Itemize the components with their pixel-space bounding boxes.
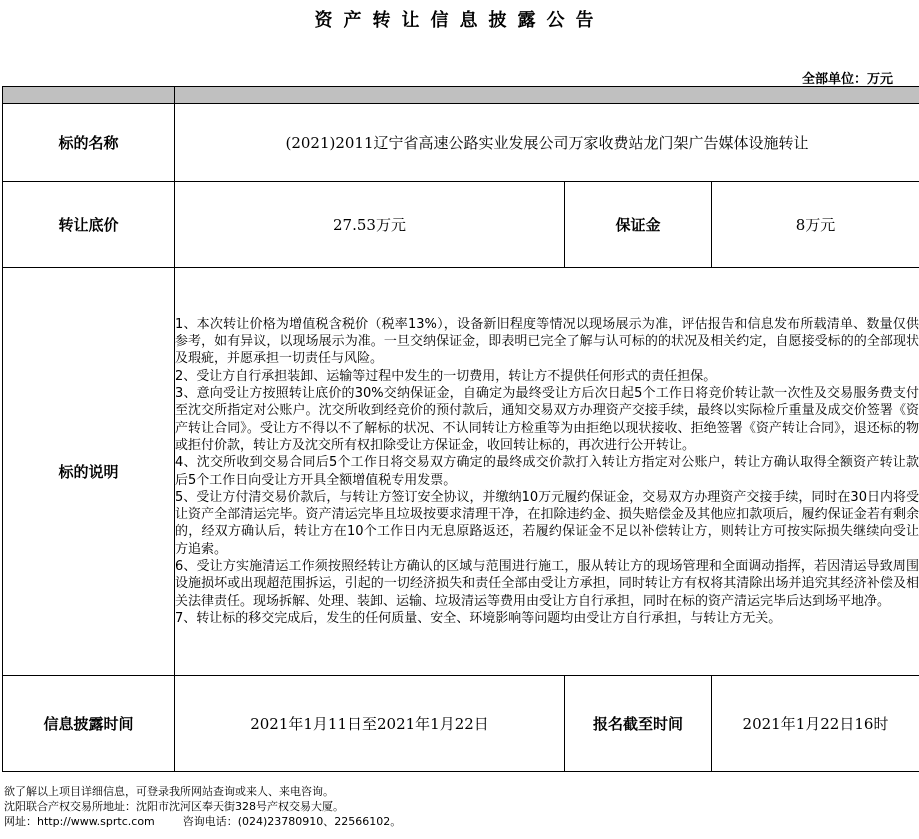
unit-note: 全部单位：万元 <box>801 72 893 87</box>
price-row <box>3 182 919 268</box>
price-value: 27.53万元 <box>175 182 565 268</box>
footer-line-inquiry: 欲了解以上项目详细信息，可登录我所网站查询或来人、来电咨询。 <box>4 785 334 798</box>
announcement-table <box>2 86 919 772</box>
name-label: 标的名称 <box>3 104 175 182</box>
deposit-label: 保证金 <box>565 182 712 268</box>
description-item-6: 6、受让方实施清运工作须按照经转让方确认的区域与范围进行施工，服从转让方的现场管理和全面调动指挥，若因清运导致周围设施损坏或出现超范围拆运，引起的一切经济损失和责任全部由受让方承担，同时转让方有权将其清除出场并追究其经济补偿及相关法律责任。现场拆解、处理、装卸、运输、垃圾清运等费用由受让方自行承担，同时在标的资产清运完毕后达到场平地净。 <box>175 558 919 609</box>
disclosure-row <box>3 676 919 772</box>
disclosure-label: 信息披露时间 <box>3 676 175 772</box>
footer-line-address: 沈阳联合产权交易所地址：沈阳市沈河区奉天街328号产权交易大厦。 <box>4 800 344 813</box>
description-item-1: 1、本次转让价格为增值税含税价（税率13%），设备新旧程度等情况以现场展示为准，评估报告和信息发布所载清单、数量仅供参考，如有异议，以现场展示为准。一旦交纳保证金，即表明已完全了解与认可标的的状况及相关约定，自愿接受标的的全部现状及瑕疵，并愿承担一切责任与风险。 <box>175 316 919 367</box>
description-cell <box>175 268 919 676</box>
deadline-label: 报名截至时间 <box>565 676 712 772</box>
description-label: 标的说明 <box>3 268 175 676</box>
name-value: (2021)2011辽宁省高速公路实业发展公司万家收费站龙门架广告媒体设施转让 <box>175 104 919 182</box>
header-bar-row <box>3 87 919 104</box>
page-title: 资产转让信息披露公告 <box>314 10 605 31</box>
header-bar-cell <box>175 87 919 104</box>
description-item-2: 2、受让方自行承担装卸、运输等过程中发生的一切费用，转让方不提供任何形式的责任担保。 <box>175 368 717 384</box>
deadline-value: 2021年1月22日16时 <box>712 676 919 772</box>
deposit-value: 8万元 <box>712 182 919 268</box>
description-item-7: 7、转让标的移交完成后，发生的任何质量、安全、环境影响等问题均由受让方自行承担，与转让方无关。 <box>175 610 782 626</box>
description-item-5: 5、受让方付清交易价款后，与转让方签订安全协议，并缴纳10万元履约保证金，交易双方办理资产交接手续，同时在30日内将受让资产全部清运完毕。资产清运完毕且垃圾按要求清理干净，在扣除违约金、损失赔偿金及其他应扣款项后，履约保证金若有剩余的，经双方确认后，转让方在10个工作日内无息原路返还，若履约保证金不足以补偿转让方，则转让方可按实际损失继续向受让方追索。 <box>175 489 919 557</box>
footer-notes <box>4 784 401 829</box>
description-item-3: 3、意向受让方按照转让底价的30%交纳保证金，自确定为最终受让方后次日起5个工作日将竞价转让款一次性及交易服务费支付至沈交所指定对公账户。沈交所收到经竞价的预付款后，通知交易双方办理资产交接手续，最终以实际检斤重量及成交价签署《资产转让合同》。受让方不得以不了解标的状况、不认同转让方检重等为由拒绝以现状接收、拒绝签署《资产转让合同》，退还标的物或拒付价款，转让方及沈交所有权扣除受让方保证金，收回转让标的，再次进行公开转让。 <box>175 386 919 453</box>
disclosure-value: 2021年1月11日至2021年1月22日 <box>175 676 565 772</box>
header-bar-cell <box>3 87 175 104</box>
name-row <box>3 104 919 182</box>
description-row <box>3 268 919 676</box>
description-item-4: 4、沈交所收到交易合同后5个工作日将交易双方确定的最终成交价款打入转让方指定对公账户，转让方确认取得全额资产转让款后5个工作日向受让方开具全额增值税专用发票。 <box>175 455 919 488</box>
footer-line-contact: 网址：http://www.sprtc.com 咨询电话：(024)23780910、22566102。 <box>4 815 402 828</box>
price-label: 转让底价 <box>3 182 175 268</box>
